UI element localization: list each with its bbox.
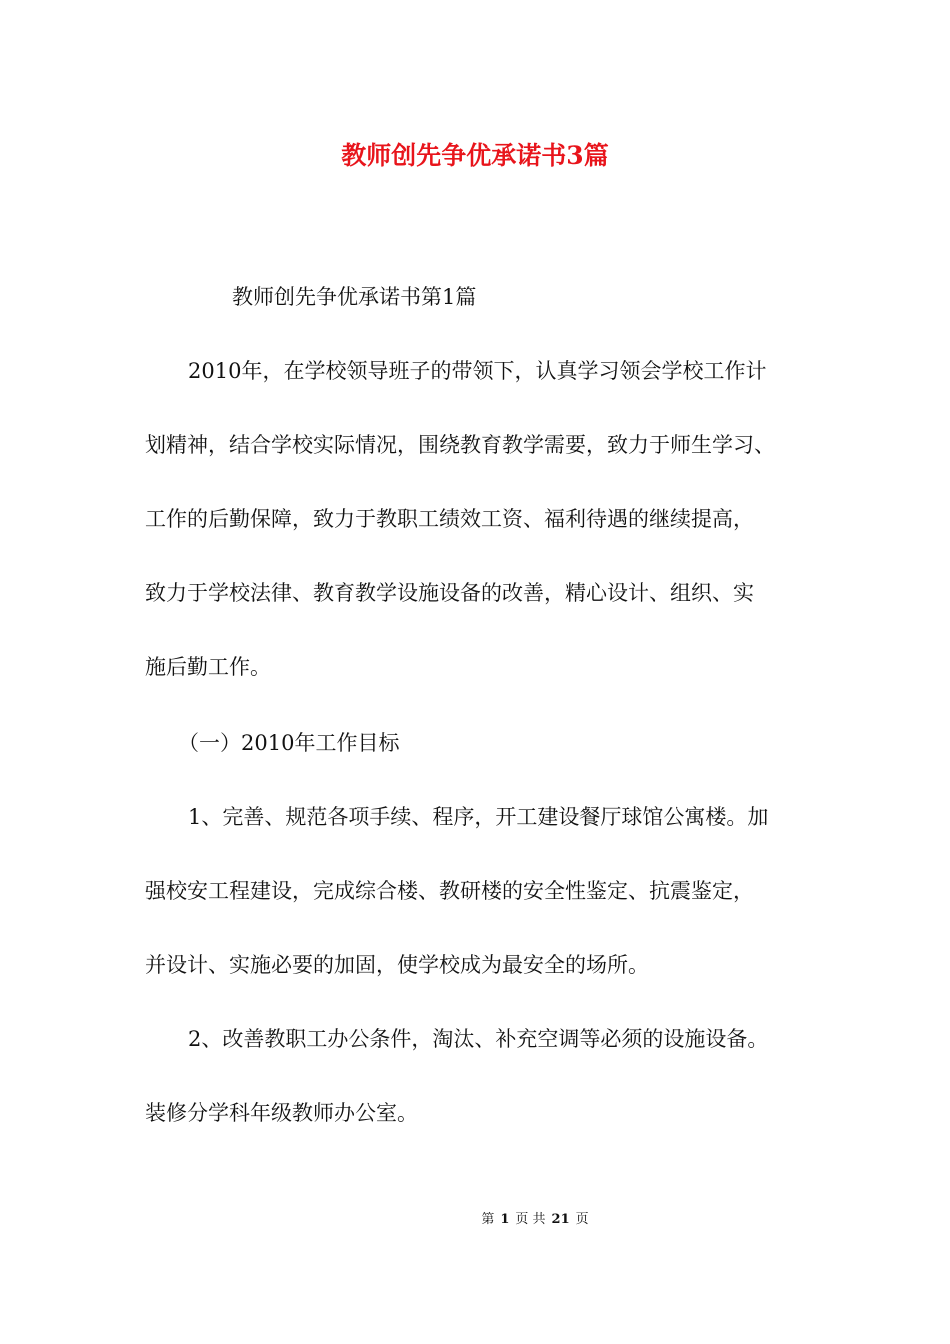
paragraph-line: 工作的后勤保障，致力于教职工绩效工资、福利待遇的继续提高， (145, 507, 754, 531)
footer-mid: 页 共 (515, 1212, 546, 1227)
paragraph-line: 施后勤工作。 (145, 655, 271, 679)
footer-total-pages: 21 (551, 1212, 570, 1227)
page-footer (0, 1208, 950, 1227)
paragraph-line: 装修分学科年级教师办公室。 (145, 1101, 418, 1125)
paragraph-line: 并设计、实施必要的加固，使学校成为最安全的场所。 (145, 953, 649, 977)
document-title: 教师创先争优承诺书3篇 (341, 141, 609, 170)
subsection-heading: （一）2010年工作目标 (178, 731, 400, 755)
footer-suffix: 页 (575, 1212, 589, 1227)
footer-current-page: 1 (500, 1212, 510, 1227)
section-heading: 教师创先争优承诺书第1篇 (232, 285, 477, 309)
paragraph-line: 强校安工程建设，完成综合楼、教研楼的安全性鉴定、抗震鉴定， (145, 879, 754, 903)
paragraph-line: 划精神，结合学校实际情况，围绕教育教学需要，致力于师生学习、 (145, 433, 775, 457)
paragraph-line: 致力于学校法律、教育教学设施设备的改善，精心设计、组织、实 (145, 581, 754, 605)
paragraph-line: 1、完善、规范各项手续、程序，开工建设餐厅球馆公寓楼。加 (188, 805, 769, 829)
paragraph-line: 2、改善教职工办公条件，淘汰、补充空调等必须的设施设备。 (188, 1027, 769, 1051)
paragraph-line: 2010年，在学校领导班子的带领下，认真学习领会学校工作计 (188, 359, 767, 383)
footer-prefix: 第 (481, 1212, 495, 1227)
